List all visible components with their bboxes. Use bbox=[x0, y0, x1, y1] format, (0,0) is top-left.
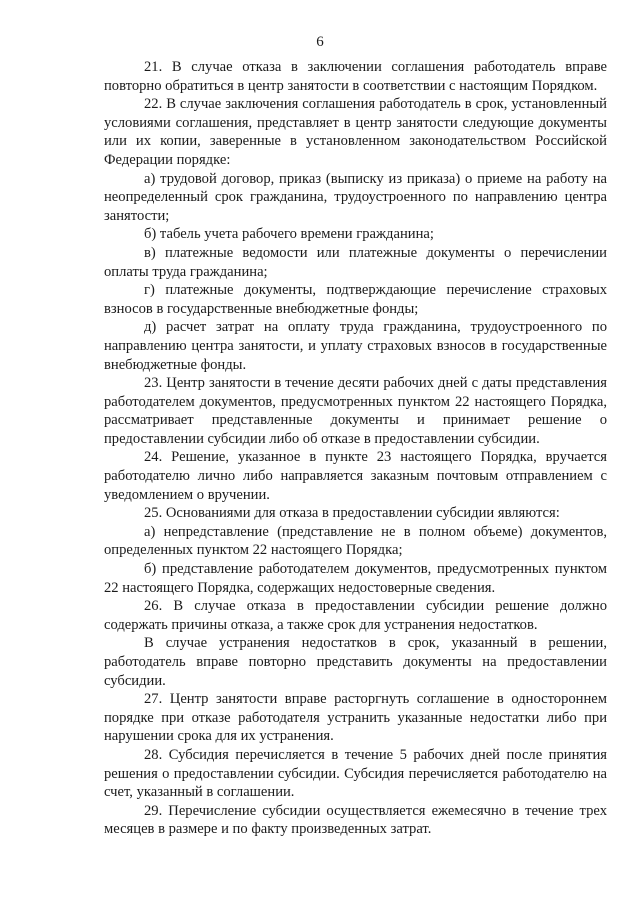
paragraph-22-item-b: б) табель учета рабочего времени гражданина; bbox=[144, 226, 434, 243]
paragraph-22: 22. В случае заключения соглашения работодатель в срок, установленный условиями соглашения, представляет в центр занятости следующие документы или их копии, заверенные в установленном законодательством Российской Федерации порядке: bbox=[104, 96, 607, 168]
paragraph-26: 26. В случае отказа в предоставлении субсидии решение должно содержать причины отказа, а также срок для устранения недостатков. bbox=[104, 598, 607, 633]
paragraph-28: 28. Субсидия перечисляется в течение 5 рабочих дней после принятия решения о предоставлении субсидии. Субсидия перечисляется работодателю на счет, указанный в соглашении. bbox=[104, 746, 607, 801]
paragraph-26-continuation: В случае устранения недостатков в срок, указанный в решении, работодатель вправе повторно представить документы на предоставлении субсидии. bbox=[104, 635, 607, 689]
paragraph-25-item-a: а) непредставление (представление не в полном объеме) документов, определенных пунктом 22 настоящего Порядка; bbox=[104, 523, 607, 559]
paragraph-22-item-v: в) платежные ведомости или платежные документы о перечислении оплаты труда гражданина; bbox=[104, 244, 607, 280]
paragraph-22-item-a: а) трудовой договор, приказ (выписку из приказа) о приеме на работу на неопределенный срок гражданина, трудоустроенного по направлению центра занятости; bbox=[104, 170, 607, 224]
page-number: 6 bbox=[316, 34, 324, 50]
paragraph-25-item-b: б) представление работодателем документов, предусмотренных пунктом 22 настоящего Порядка, содержащих недостоверные сведения. bbox=[104, 561, 607, 596]
paragraph-22-item-g: г) платежные документы, подтверждающие перечисление страховых взносов в государственные внебюджетные фонды; bbox=[104, 282, 607, 317]
paragraph-25: 25. Основаниями для отказа в предоставлении субсидии являются: bbox=[144, 505, 560, 522]
paragraph-21: 21. В случае отказа в заключении соглашения работодатель вправе повторно обратиться в центр занятости в соответствии с настоящим Порядком. bbox=[104, 59, 607, 94]
paragraph-23: 23. Центр занятости в течение десяти рабочих дней с даты представления работодателем документов, предусмотренных пунктом 22 настоящего Порядка, рассматривает представленные документы и принимает решение о предоставлении субсидии либо об отказе в предоставлении субсидии. bbox=[104, 375, 607, 447]
document-body bbox=[104, 58, 607, 839]
paragraph-27: 27. Центр занятости вправе расторгнуть соглашение в одностороннем порядке при отказе работодателя устранить указанные недостатки либо при нарушении срока для их устранения. bbox=[104, 691, 607, 745]
paragraph-24: 24. Решение, указанное в пункте 23 настоящего Порядка, вручается работодателю лично либо направляется заказным почтовым отправлением с уведомлением о вручении. bbox=[104, 449, 607, 503]
paragraph-29: 29. Перечисление субсидии осуществляется ежемесячно в течение трех месяцев в размере и по факту произведенных затрат. bbox=[104, 802, 607, 838]
paragraph-22-item-d: д) расчет затрат на оплату труда гражданина, трудоустроенного по направлению центра занятости, и уплату страховых взносов в государственные внебюджетные фонды. bbox=[104, 319, 607, 373]
